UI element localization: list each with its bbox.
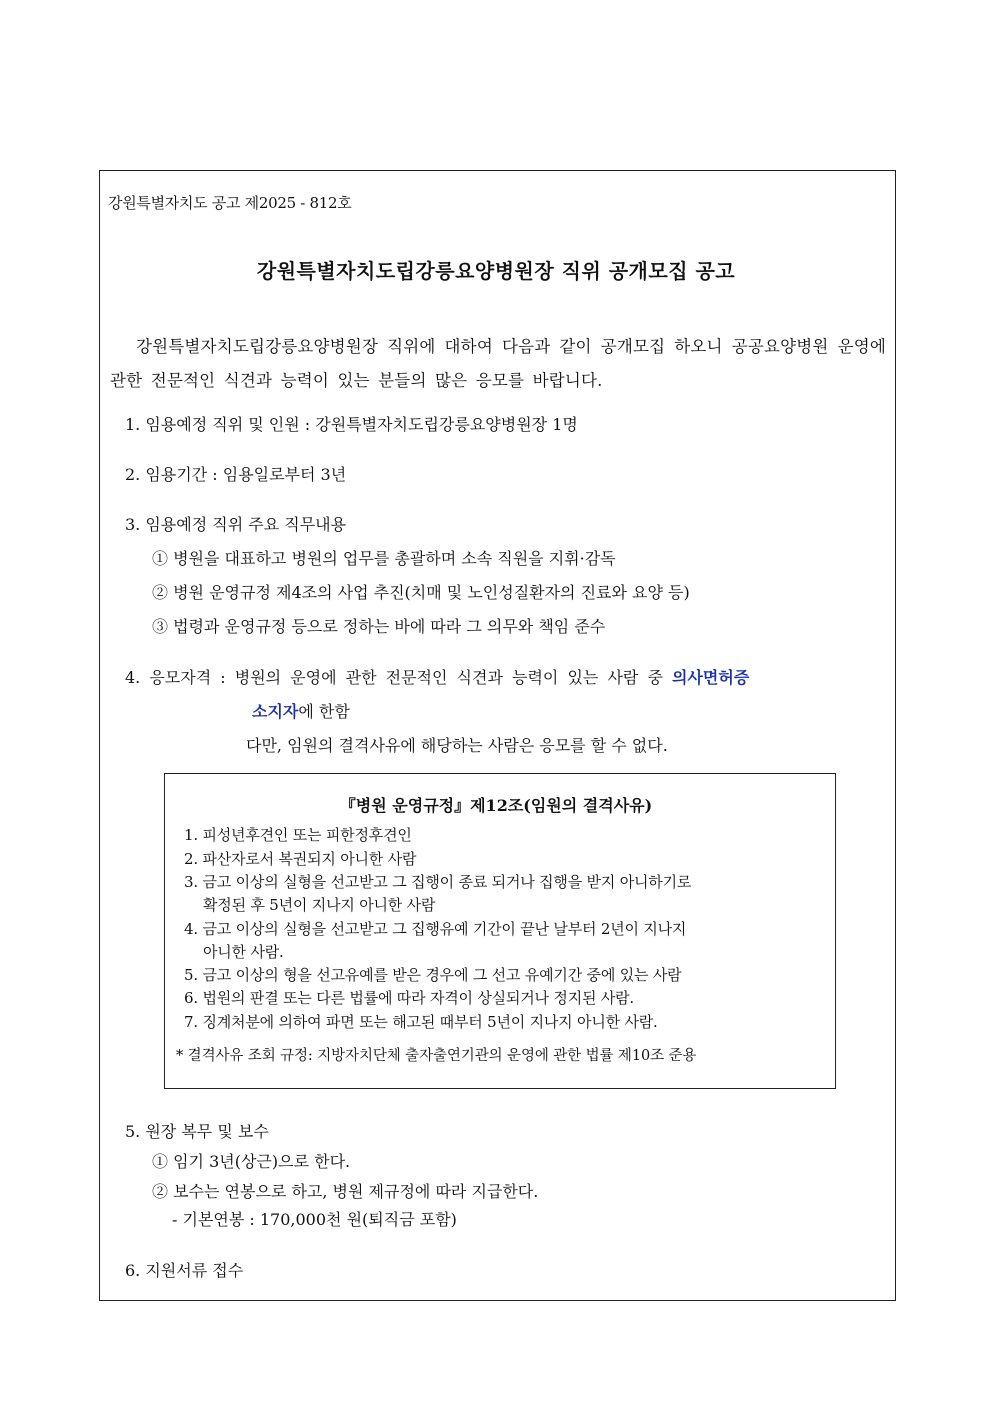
section-4-line-1 [125,668,749,688]
duty-item: ② 병원 운영규정 제4조의 사업 추진(치매 및 노인성질환자의 진료와 요양 등) [152,583,690,602]
section-4-line-3: 다만, 임원의 결격사유에 해당하는 사람은 응모를 할 수 없다. [246,736,668,755]
disqualification-title: 『병원 운영규정』제12조(임원의 결격사유) [339,796,653,815]
eligibility-highlight: 소지자 [252,702,299,721]
disqualification-item: 4. 금고 이상의 실형을 선고받고 그 집행유예 기간이 끝난 날부터 2년이 지나지 [184,920,687,938]
eligibility-highlight: 의사면허증 [672,668,750,687]
pay-item: - 기본연봉 : 170,000천 원(퇴직금 포함) [172,1210,457,1229]
disqualification-item: 확정된 후 5년이 지나지 아니한 사람 [203,896,436,914]
disqualification-item: 3. 금고 이상의 실형을 선고받고 그 집행이 종료 되거나 집행을 받지 아니하기로 [184,873,692,891]
disqualification-note: * 결격사유 조회 규정: 지방자치단체 출자출연기관의 운영에 관한 법률 제10조 준용 [176,1048,697,1064]
disqualification-item: 아니한 사람. [203,943,284,961]
section-6-heading: 6. 지원서류 접수 [125,1261,244,1280]
page-title: 강원특별자치도립강릉요양병원장 직위 공개모집 공고 [256,259,736,283]
eligibility-text: 4. 응모자격 : 병원의 운영에 관한 전문적인 식견과 능력이 있는 사람 중 [125,668,673,687]
disqualification-item: 1. 피성년후견인 또는 피한정후견인 [184,826,412,844]
section-1-positions: 1. 임용예정 직위 및 인원 : 강원특별자치도립강릉요양병원장 1명 [125,415,578,434]
eligibility-text: 에 한함 [298,702,350,721]
disqualification-item: 2. 파산자로서 복권되지 아니한 사람 [184,850,417,868]
duty-item: ① 병원을 대표하고 병원의 업무를 총괄하며 소속 직원을 지휘·감독 [152,549,616,568]
intro-paragraph: 강원특별자치도립강릉요양병원장 직위에 대하여 다음과 같이 공개모집 하오니 공공요양병원 운영에 관한 전문적인 식견과 능력이 있는 분들의 많은 응모를 바랍니다. [110,337,886,390]
disqualification-item: 7. 징계처분에 의하여 파면 또는 해고된 때부터 5년이 지나지 아니한 사람. [184,1013,658,1031]
disqualification-item: 5. 금고 이상의 형을 선고유예를 받은 경우에 그 선고 유예기간 중에 있는 사람 [184,966,682,984]
disqualification-item: 6. 법원의 판결 또는 다른 법률에 따라 자격이 상실되거나 정지된 사람. [184,989,634,1007]
duty-item: ③ 법령과 운영규정 등으로 정하는 바에 따라 그 의무와 책임 준수 [152,617,606,636]
pay-item: ② 보수는 연봉으로 하고, 병원 제규정에 따라 지급한다. [152,1182,539,1201]
pay-item: ① 임기 3년(상근)으로 한다. [152,1152,351,1171]
section-3-heading: 3. 임용예정 직위 주요 직무내용 [125,515,347,534]
section-4-line-2 [252,702,350,722]
section-5-heading: 5. 원장 복무 및 보수 [125,1122,269,1141]
notice-number: 강원특별자치도 공고 제2025 - 812호 [108,194,352,212]
section-2-term: 2. 임용기간 : 임용일로부터 3년 [125,465,347,484]
